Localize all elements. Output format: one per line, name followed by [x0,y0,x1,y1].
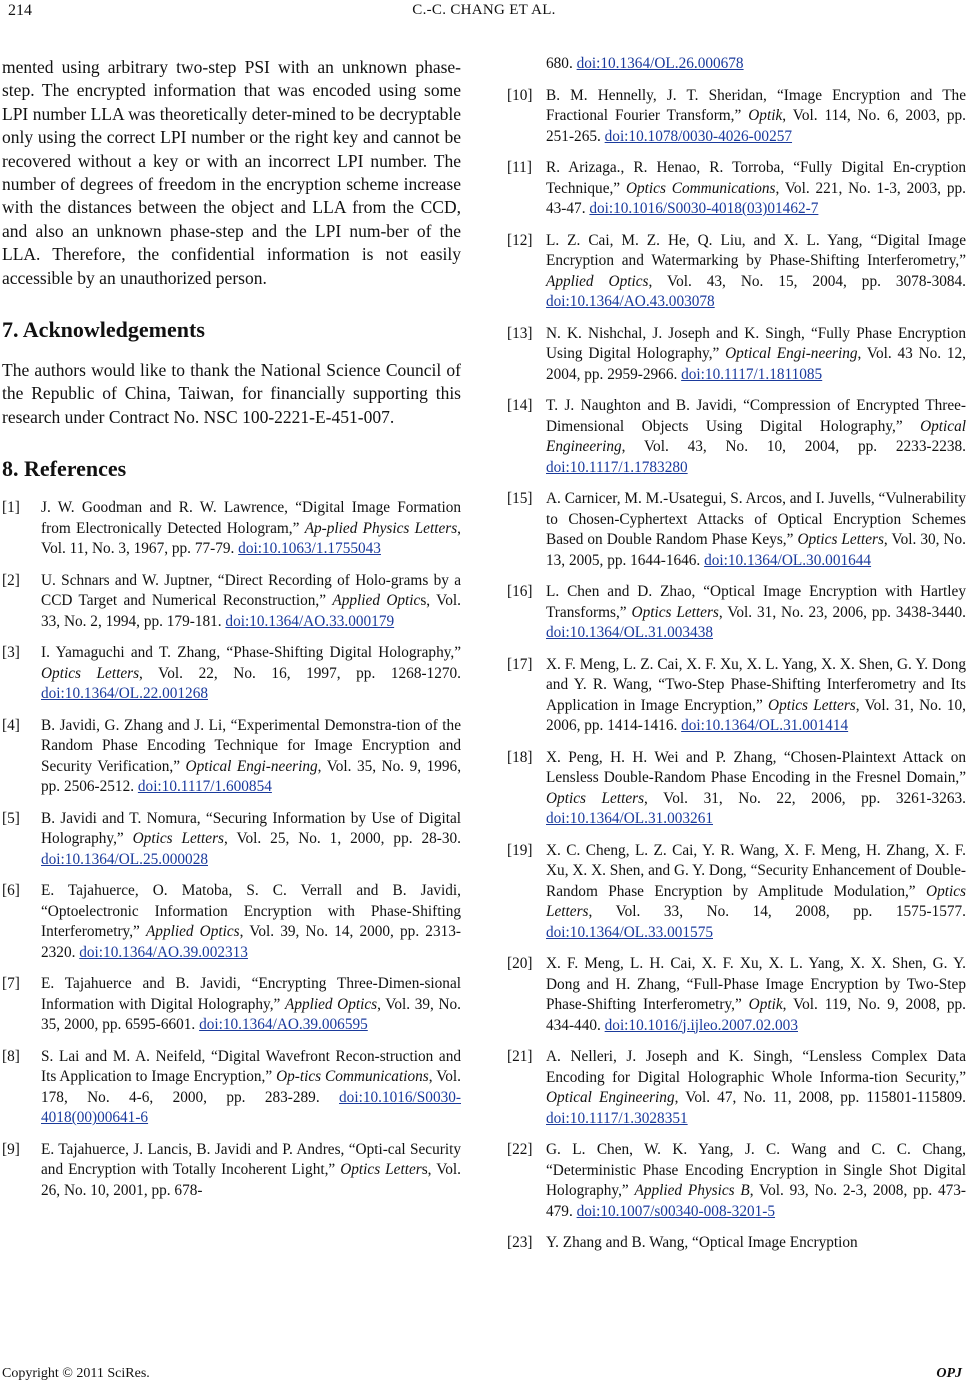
reference-item [2,1047,461,1129]
reference-number: [5] [2,809,20,827]
reference-journal: Optics Letters [631,603,719,621]
reference-number: [12] [507,231,533,249]
reference-text: I. Yamaguchi and T. Zhang, “Phase-Shifting Digital Holography,” [41,644,461,662]
reference-item [507,841,966,944]
reference-journal: Optics Letters [546,789,645,807]
reference-item [507,396,966,478]
reference-details: , Vol. 221, No. 1-3, 2003, pp. 43-47. [546,179,966,217]
reference-journal: Optics Letters [797,531,884,548]
doi-link[interactable]: doi:10.1063/1.1755043 [238,540,381,558]
journal-abbreviation: OPJ [936,1366,962,1381]
reference-details: , Vol. 25, No. 1, 2000, pp. 28-30. [223,830,461,848]
references-heading: 8. References [2,456,127,482]
reference-number: [15] [507,490,533,507]
reference-number: [2] [2,571,20,589]
doi-link[interactable]: doi:10.1364/AO.39.006595 [199,1016,368,1034]
doi-link[interactable]: doi:10.1117/1.3028351 [546,1109,688,1127]
reference-details: , Vol. 43 No. 12, 2004, pp. 2959-2966. [546,345,967,383]
doi-link[interactable]: doi:10.1364/OL.31.003261 [546,810,713,827]
reference-item [2,974,461,1036]
reference-item [2,643,461,705]
reference-number: [7] [2,975,20,993]
reference-item [507,1047,966,1129]
doi-link[interactable]: doi:10.1364/OL.31.001414 [681,717,849,734]
reference-number: [16] [507,583,533,600]
references-list-right [507,54,966,1254]
reference-details: , Vol. 31, No. 10, 2006, pp. 1414-1416. [546,696,966,734]
reference-text: U. Schnars and W. Juptner, “Direct Recording of Holo-grams by a CCD Target and Numerical Reconstruction,” [41,571,461,610]
reference-details: , Vol. 178, No. 4-6, 2000, pp. 283-289. [41,1068,461,1106]
reference-item [507,954,966,1036]
doi-link[interactable]: doi:10.1364/OL.33.001575 [546,923,713,941]
reference-journal: Optics Communications [625,179,776,197]
reference-number: [17] [507,655,533,673]
doi-link[interactable]: doi:10.1364/OL.31.003438 [546,624,713,641]
doi-link[interactable]: doi:10.1117/1.1783280 [546,458,688,476]
reference-journal: Op-tics Communications [276,1068,429,1086]
reference-details: , Vol. 43, No. 10, 2004, pp. 2233-2238. [621,438,966,455]
doi-link[interactable]: doi:10.1364/OL.30.001644 [704,551,872,569]
reference-journal: Applied Optics [145,923,240,941]
reference-item [507,1140,966,1222]
reference-number: [20] [507,955,533,972]
reference-number: [8] [2,1047,20,1065]
reference-item [507,489,966,571]
reference-text: G. L. Chen, W. K. Yang, J. C. Wang and C. C. Chang, “Deterministic Phase Encoding Encryption in Single Shot Digital Holography,” [546,1141,966,1199]
reference-details: , Vol. 11, No. 3, 1967, pp. 77-79. [41,519,461,558]
right-column [507,54,966,1265]
reference-text: B. M. Hennelly, J. T. Sheridan, “Image Encryption and The Fractional Fourier Transform,” [546,86,966,124]
doi-link[interactable]: doi:10.1364/AO.33.000179 [225,612,395,630]
reference-text: Y. Zhang and B. Wang, “Optical Image Encryption [546,1234,858,1251]
reference-number: [19] [507,841,533,859]
reference-journal: Optical Engineering [546,1089,675,1106]
doi-link[interactable]: doi:10.1016/j.ijleo.2007.02.003 [604,1016,798,1034]
reference-number: [21] [507,1048,533,1065]
reference-item [507,655,966,737]
doi-link[interactable]: doi:10.1364/AO.39.002313 [79,943,248,961]
reference-item [2,809,461,871]
reference-text: X. F. Meng, L. H. Cai, X. F. Xu, X. L. Yang, X. X. Shen, G. Y. Dong and H. Zhang, “Full-Phase Image Encryption by Two-Step Phase-Shifting Interferometry,” [546,955,966,1013]
reference-journal: Optical Engineering [546,417,966,455]
reference-details: , Vol. 114, No. 6, 2003, pp. 251-265. [546,107,966,145]
doi-link[interactable]: doi:10.1364/OL.25.000028 [41,850,208,868]
reference-number: [4] [2,716,20,734]
acknowledgements-heading: 7. Acknowledgements [2,317,205,343]
doi-link[interactable]: doi:10.1016/S0030-4018(03)01462-7 [589,200,819,217]
reference-item [507,158,966,220]
running-authors: C.-C. CHANG ET AL. [412,2,556,18]
intro-paragraph: mented using arbitrary two-step PSI with an unknown phase-step. The encrypted information that was encoded using some LPI number LLA was theoretically deter-mined to be decryptable only using the correct LPI number or the right key and cannot be recovered without a key or with an incorrect LPI number. The number of degrees of freedom in the encryption scheme increase with the distances between the object and LLA from the CCD, and also an unknown phase-step and the LPI num-ber of the LLA. Therefore, the confidential information is not easily accessible by an unauthorized person. [2,57,461,288]
reference-text: X. Peng, H. H. Wei and P. Zhang, “Chosen-Plaintext Attack on Lensless Double-Random Phase Encoding in the Fresnel Domain,” [546,748,966,786]
reference-details: , Vol. 31, No. 23, 2006, pp. 3438-3440. [718,603,966,621]
reference-text: J. W. Goodman and R. W. Lawrence, “Digital Image Formation from Electronically Detected Hologram,” [41,499,461,537]
doi-link[interactable]: doi:10.1364/OL.22.001268 [41,685,208,703]
reference-details: , Vol. 35, No. 9, 1996, pp. 2506-2512. [41,757,462,796]
reference-item [2,1140,461,1202]
doi-link[interactable]: doi:10.1364/OL.26.000678 [576,55,744,72]
reference-item [2,881,461,963]
reference-journal: Optics Letters [768,696,856,714]
reference-item [507,748,966,830]
doi-link[interactable]: doi:10.1117/1.1811085 [681,365,823,383]
reference-text: B. Javidi, G. Zhang and J. Li, “Experimental Demonstra-tion of the Random Phase Encoding Technique for Image Encryption and Security Verification,” [41,716,461,775]
reference-details: s, Vol. 26, No. 10, 2001, pp. 678- [41,1161,461,1199]
reference-text: A. Carnicer, M. M.-Usategui, S. Arcos, and I. Juvells, “Vulnerability to Chosen-Cyphertext Attacks of Optical Encryption Schemes Based on Double Random Phase Keys,” [546,490,966,548]
reference-details: , Vol. 31, No. 22, 2006, pp. 3261-3263. [644,789,966,807]
reference-text: T. J. Naughton and B. Javidi, “Compression of Encrypted Three-Dimensional Objects Using Digital Holography,” [546,397,966,435]
running-header [0,0,968,36]
page-footer [0,1366,968,1386]
reference-number: [23] [507,1234,533,1251]
reference-item [507,231,966,313]
reference-number: [1] [2,499,20,517]
reference-text: X. F. Meng, L. Z. Cai, X. F. Xu, X. L. Yang, X. X. Shen, G. Y. Dong and Y. R. Wang, “Two-Step Phase-Shifting Interferometry and Its Application in Image Encryption,” [546,655,966,714]
reference-text: E. Tajahuerce and B. Javidi, “Encrypting Three-Dimen-sional Information with Digital Holography,” [41,975,461,1013]
reference-journal: Optik [748,996,783,1013]
reference-journal: Applied Optics [546,272,649,290]
reference-text: L. Chen and D. Zhao, “Optical Image Encryption with Hartley Transforms,” [546,583,966,621]
reference-journal: Optics Letters [546,882,966,920]
reference-number: [10] [507,86,533,104]
reference-details: , Vol. 22, No. 16, 1997, pp. 1268-1270. [139,664,461,682]
reference-journal: Optics Letters [132,830,224,848]
reference-text: X. C. Cheng, L. Z. Cai, Y. R. Wang, X. F. Meng, H. Zhang, X. F. Xu, X. X. Shen, and G. Y. Dong, “Security Enhancement of Double-Random Phase Encryption by Amplitude Modulation,” [546,841,966,900]
doi-link[interactable]: doi:10.1078/0030-4026-00257 [604,127,793,145]
reference-details: , Vol. 119, No. 9, 2008, pp. 434-440. [546,996,966,1034]
copyright-notice: Copyright © 2011 SciRes. [2,1366,150,1381]
reference-text: 680. [546,55,577,72]
doi-link[interactable]: doi:10.1364/AO.43.003078 [546,293,715,310]
reference-number: [14] [507,397,533,414]
reference-journal: Optical Engi-neering [185,757,318,775]
reference-details: , Vol. 93, No. 2-3, 2008, pp. 473-479. [546,1182,966,1220]
reference-item [2,571,461,633]
references-list-left [2,498,461,1201]
reference-journal: Applied Physics B [634,1182,750,1199]
reference-number: [9] [2,1140,20,1158]
reference-item [2,498,461,560]
reference-text: E. Tajahuerce, O. Matoba, S. C. Verrall and B. Javidi, “Optoelectronic Information Encryption with Phase-Shifting Interferometry,” [41,882,461,941]
reference-number: [18] [507,748,533,766]
acknowledgements-text: The authors would like to thank the National Science Council of the Republic of China, Taiwan, for financially supporting this research under Contract No. NSC 100-2221-E-451-007. [2,360,461,427]
reference-text: R. Arizaga., R. Henao, R. Torroba, “Fully Digital En-cryption Technique,” [546,159,966,197]
reference-journal: Optics Letter [340,1161,422,1179]
reference-number: [13] [507,324,533,342]
reference-details: , Vol. 33, No. 14, 2008, pp. 1575-1577. [588,903,966,920]
reference-number: [3] [2,644,20,662]
reference-details: , Vol. 43, No. 15, 2004, pp. 3078-3084. [648,272,966,290]
reference-item [507,54,966,75]
reference-text: A. Nelleri, J. Joseph and K. Singh, “Lensless Complex Data Encoding for Digital Holographic Whole Informa-tion Security,” [546,1048,966,1086]
doi-link[interactable]: doi:10.1007/s00340-008-3201-5 [576,1202,776,1220]
reference-journal: Applied Optics [284,995,378,1013]
doi-link[interactable]: doi:10.1016/S0030-4018(00)00641-6 [41,1088,461,1127]
reference-number: [6] [2,882,20,900]
reference-details: s, Vol. 33, No. 2, 1994, pp. 179-181. [41,592,461,630]
reference-text: B. Javidi and T. Nomura, “Securing Information by Use of Digital Holography,” [41,809,461,848]
reference-journal: Optical Engi-neering [725,345,858,362]
reference-text: E. Tajahuerce, J. Lancis, B. Javidi and P. Andres, “Opti-cal Security and Encryption with Totally Incoherent Light,” [41,1140,461,1179]
reference-text: S. Lai and M. A. Neifeld, “Digital Wavefront Recon-struction and Its Application to Image Encryption,” [41,1047,461,1086]
reference-number: [11] [507,159,532,176]
reference-text: N. K. Nishchal, J. Joseph and K. Singh, “Fully Phase Encryption Using Digital Holography,” [546,324,966,362]
reference-journal: Optik [748,107,783,124]
reference-details: , Vol. 39, No. 14, 2000, pp. 2313-2320. [41,923,461,961]
reference-item [2,716,461,798]
reference-details: , Vol. 30, No. 13, 2005, pp. 1644-1646. [546,531,966,569]
reference-journal: Ap-plied Physics Letters [304,519,458,537]
reference-journal: Optics Letters [41,664,140,682]
reference-journal: Applied Optic [332,592,421,610]
left-column [2,56,461,1212]
doi-link[interactable]: doi:10.1117/1.600854 [137,778,272,796]
reference-details: , Vol. 47, No. 11, 2008, pp. 115801-115809. [674,1089,966,1106]
reference-item [507,86,966,148]
reference-number: [22] [507,1141,533,1158]
reference-text: L. Z. Cai, M. Z. He, Q. Liu, and X. L. Yang, “Digital Image Encryption and Watermarking by Phase-Shifting Interferometry,” [546,231,966,269]
reference-item [507,324,966,386]
reference-details: , Vol. 39, No. 35, 2000, pp. 6595-6601. [41,995,462,1034]
page-number: 214 [8,2,32,19]
reference-item [507,1233,966,1254]
reference-item [507,582,966,644]
